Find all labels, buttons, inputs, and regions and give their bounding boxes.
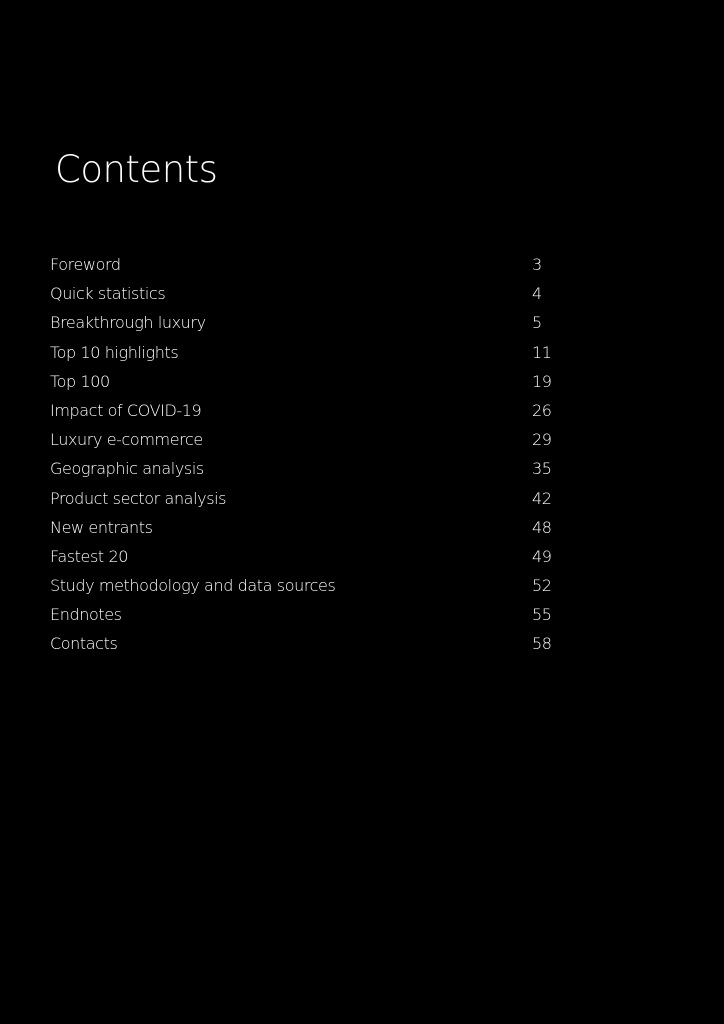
toc-entry-label: Luxury e-commerce: [50, 430, 203, 450]
toc-entry-page-number: 55: [532, 605, 552, 625]
toc-entry-label: Top 10 highlights: [50, 342, 179, 362]
toc-entry-label: Endnotes: [50, 605, 122, 625]
toc-entry-page-number: 58: [532, 634, 552, 654]
toc-entry-page-number: 35: [532, 459, 552, 479]
toc-entry-label: Top 100: [50, 371, 110, 391]
toc-entry-fastest-20[interactable]: [50, 542, 590, 571]
page-title: Contents: [55, 148, 218, 191]
toc-entry-page-number: 5: [532, 313, 542, 333]
toc-entry-foreword[interactable]: [50, 250, 590, 279]
toc-entry-page-number: 11: [532, 342, 552, 362]
toc-entry-top-10-highlights[interactable]: [50, 338, 590, 367]
toc-entry-product-sector-analysis[interactable]: [50, 484, 590, 513]
toc-entry-label: Quick statistics: [50, 284, 166, 304]
toc-entry-label: Foreword: [50, 255, 121, 274]
toc-entry-label: Breakthrough luxury: [50, 313, 206, 333]
toc-entry-top-100[interactable]: [50, 367, 590, 396]
toc-entry-impact-of-covid-19[interactable]: [50, 396, 590, 425]
toc-entry-luxury-e-commerce[interactable]: [50, 425, 590, 454]
toc-entry-page-number: 42: [532, 488, 552, 508]
toc-entry-quick-statistics[interactable]: [50, 279, 590, 308]
toc-entry-study-methodology[interactable]: [50, 571, 590, 600]
toc-entry-page-number: 49: [532, 546, 552, 566]
toc-entry-page-number: 3: [532, 255, 542, 274]
toc-entry-label: Study methodology and data sources: [50, 576, 336, 596]
toc-entry-label: Contacts: [50, 634, 118, 654]
toc-entry-breakthrough-luxury[interactable]: [50, 308, 590, 337]
toc-entry-page-number: 26: [532, 400, 552, 420]
table-of-contents: [50, 250, 590, 659]
toc-entry-new-entrants[interactable]: [50, 513, 590, 542]
toc-entry-geographic-analysis[interactable]: [50, 454, 590, 483]
toc-entry-page-number: 19: [532, 371, 552, 391]
toc-entry-endnotes[interactable]: [50, 600, 590, 629]
toc-entry-page-number: 48: [532, 517, 552, 537]
toc-entry-page-number: 52: [532, 576, 552, 596]
toc-entry-label: Product sector analysis: [50, 488, 227, 508]
toc-entry-page-number: 4: [532, 284, 542, 304]
toc-entry-label: Impact of COVID-19: [50, 400, 202, 420]
toc-entry-page-number: 29: [532, 430, 552, 450]
toc-entry-label: Fastest 20: [50, 546, 129, 566]
toc-entry-label: New entrants: [50, 517, 153, 537]
toc-entry-contacts[interactable]: [50, 629, 590, 658]
toc-entry-label: Geographic analysis: [50, 459, 204, 479]
